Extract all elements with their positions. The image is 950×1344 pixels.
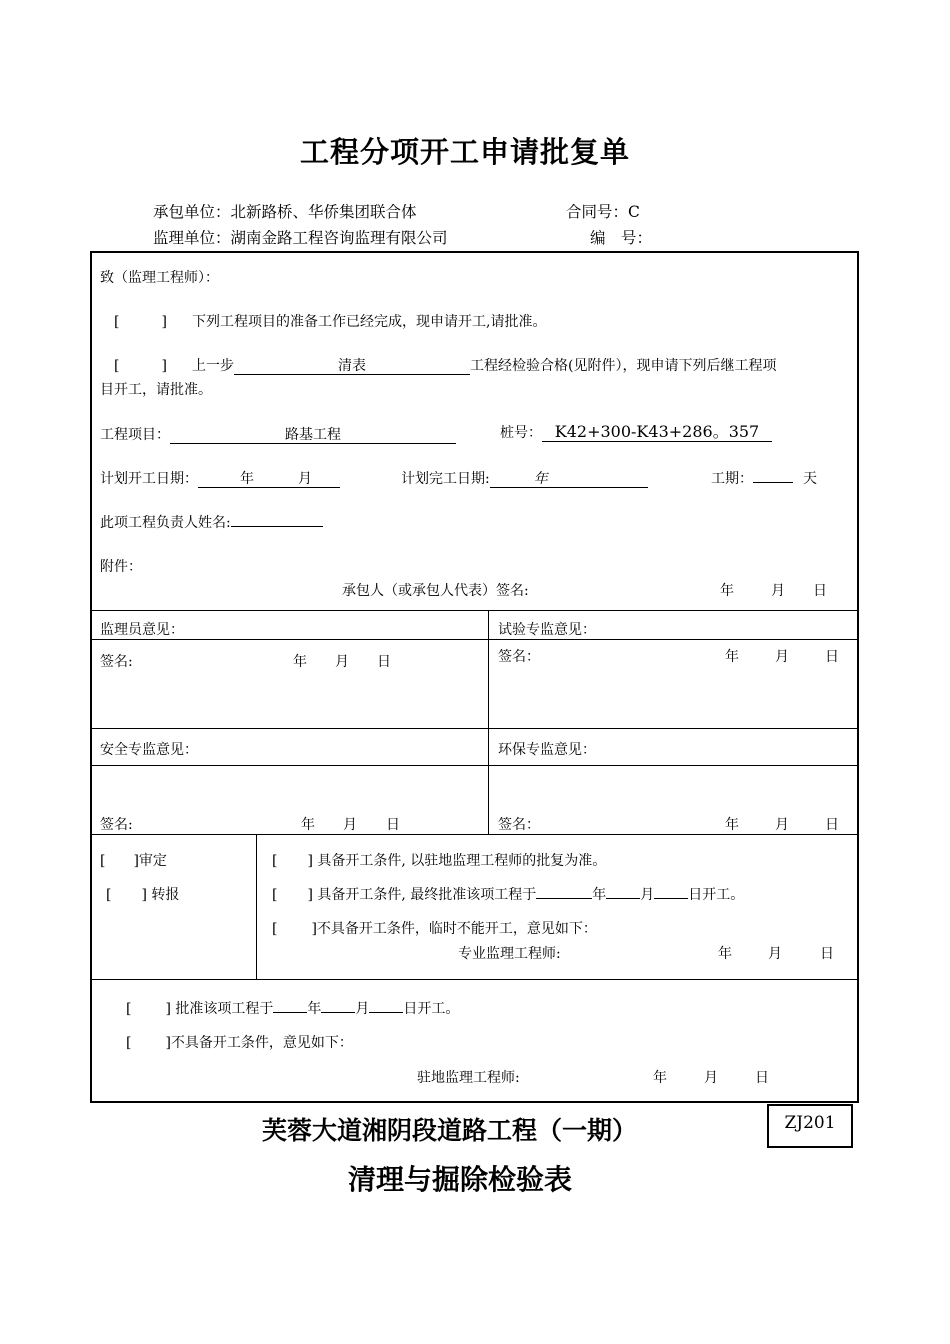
option2-prefix: 上一步 bbox=[192, 358, 234, 374]
contract-no-row bbox=[566, 200, 640, 222]
option2-suffix: 工程经检验合格(见附件），现申请下列后继工程项 bbox=[470, 358, 777, 374]
resident-not-ready-checkbox[interactable] bbox=[126, 1032, 353, 1052]
duration-unit: 天 bbox=[803, 471, 817, 487]
option1-checkbox[interactable]: [ ] bbox=[114, 314, 167, 330]
forward-label: ] 转报 bbox=[141, 887, 180, 903]
station-label: 桩号： bbox=[500, 425, 542, 441]
resident-engineer-label: 驻地监理工程师: bbox=[417, 1070, 520, 1086]
month-label: 月 bbox=[771, 583, 785, 599]
divider bbox=[90, 728, 857, 729]
condition2-prefix: ] 具备开工条件, 最终批准该项工程于 bbox=[307, 887, 537, 903]
contractor-label: 承包单位： bbox=[153, 203, 231, 221]
option2-line bbox=[192, 355, 776, 375]
year-label: 年 bbox=[293, 654, 307, 670]
resident-day-field[interactable] bbox=[369, 1012, 403, 1013]
condition2-day-field[interactable] bbox=[654, 898, 688, 899]
plan-start-label: 计划开工日期： bbox=[100, 471, 198, 487]
serial-label: 编 号： bbox=[590, 229, 653, 247]
year-label: 年 bbox=[592, 887, 607, 903]
attachment-label: 附件： bbox=[100, 559, 142, 575]
bracket-open: [ bbox=[272, 853, 278, 869]
duration-label: 工期： bbox=[711, 471, 753, 487]
day-label: 日 bbox=[813, 583, 827, 599]
plan-start-row bbox=[100, 468, 340, 488]
year-label: 年 bbox=[307, 1001, 322, 1017]
env-opinion-label: 环保专监意见： bbox=[498, 742, 596, 758]
responsible-label: 此项工程负责人姓名: bbox=[100, 515, 231, 531]
approve-checkbox[interactable] bbox=[100, 850, 167, 870]
month-label: 月 bbox=[355, 1001, 370, 1017]
contractor-row bbox=[153, 200, 417, 222]
month-label: 月 bbox=[775, 649, 789, 665]
option2-continuation: 目开工，请批准。 bbox=[100, 382, 212, 398]
year-label: 年 bbox=[725, 817, 739, 833]
plan-end-row bbox=[401, 468, 648, 488]
supervisor-sign-label: 签名: bbox=[100, 654, 133, 670]
resident-approve-checkbox[interactable] bbox=[126, 998, 459, 1018]
resident-not-ready-text: ]不具备开工条件，意见如下： bbox=[165, 1035, 353, 1051]
month-label: 月 bbox=[640, 887, 655, 903]
year-label: 年 bbox=[301, 817, 315, 833]
condition2-checkbox[interactable] bbox=[272, 884, 744, 904]
env-sign-label: 签名： bbox=[498, 817, 540, 833]
day-label: 日 bbox=[825, 649, 839, 665]
month-label: 月 bbox=[768, 946, 782, 962]
year-label: 年 bbox=[720, 583, 734, 599]
day-label: 日 bbox=[820, 946, 834, 962]
bracket-open: [ bbox=[100, 853, 106, 869]
bracket-open: [ bbox=[126, 1035, 132, 1051]
resident-approve-prefix: ] 批准该项工程于 bbox=[165, 1001, 274, 1017]
month-label: 月 bbox=[335, 654, 349, 670]
plan-end-label: 计划完工日期: bbox=[401, 471, 490, 487]
resident-month-field[interactable] bbox=[321, 1012, 355, 1013]
divider bbox=[90, 639, 857, 640]
year-label: 年 bbox=[718, 946, 732, 962]
station-field[interactable]: K42+300-K43+286。357 bbox=[542, 423, 772, 442]
project-label: 工程项目： bbox=[100, 427, 170, 443]
test-opinion-label: 试验专监意见： bbox=[498, 622, 596, 638]
bracket-open: [ bbox=[272, 887, 278, 903]
condition1-text: ] 具备开工条件, 以驻地监理工程师的批复为准。 bbox=[307, 853, 607, 869]
supervisor-opinion-label: 监理员意见： bbox=[100, 622, 184, 638]
month-label: 月 bbox=[704, 1070, 718, 1086]
bracket-open: [ bbox=[106, 887, 112, 903]
form-code: ZJ201 bbox=[767, 1104, 853, 1148]
contractor-value: 北新路桥、华侨集团联合体 bbox=[230, 203, 417, 221]
condition2-year-field[interactable] bbox=[536, 898, 592, 899]
condition3-checkbox[interactable] bbox=[272, 918, 597, 938]
bracket-open: [ bbox=[126, 1001, 132, 1017]
responsible-field[interactable] bbox=[231, 526, 323, 527]
divider bbox=[90, 765, 857, 766]
project-field[interactable]: 路基工程 bbox=[170, 427, 456, 444]
divider bbox=[90, 610, 857, 611]
safety-sign-label: 签名: bbox=[100, 817, 133, 833]
specialist-label: 专业监理工程师: bbox=[458, 946, 561, 962]
contractor-signature-label: 承包人（或承包人代表）签名: bbox=[342, 583, 529, 599]
project-row bbox=[100, 424, 456, 444]
condition2-suffix: 日开工。 bbox=[688, 887, 745, 903]
addressee: 致（监理工程师）： bbox=[100, 270, 219, 286]
divider bbox=[90, 979, 857, 980]
forward-checkbox[interactable] bbox=[106, 884, 179, 904]
supervisor-label: 监理单位： bbox=[153, 229, 231, 247]
plan-start-month: 月 bbox=[298, 471, 312, 487]
test-sign-label: 签名： bbox=[498, 649, 540, 665]
divider-vertical bbox=[256, 834, 257, 980]
approve-label: ]审定 bbox=[133, 853, 167, 869]
supervisor-row bbox=[153, 226, 448, 248]
safety-opinion-label: 安全专监意见： bbox=[100, 742, 198, 758]
plan-start-year: 年 bbox=[240, 471, 254, 487]
contract-no-value: C bbox=[628, 203, 640, 221]
duration-row bbox=[711, 468, 817, 488]
page-title: 工程分项开工申请批复单 bbox=[300, 135, 631, 169]
day-label: 日 bbox=[377, 654, 391, 670]
day-label: 日 bbox=[825, 817, 839, 833]
year-label: 年 bbox=[653, 1070, 667, 1086]
footer-project-title: 芙蓉大道湘阴段道路工程（一期） bbox=[262, 1116, 638, 1145]
resident-year-field[interactable] bbox=[273, 1012, 307, 1013]
condition1-checkbox[interactable] bbox=[272, 850, 606, 870]
year-label: 年 bbox=[725, 649, 739, 665]
day-label: 日 bbox=[755, 1070, 769, 1086]
divider-vertical bbox=[488, 610, 489, 835]
plan-end-year: 年 bbox=[533, 471, 548, 487]
responsible-row bbox=[100, 512, 323, 532]
contract-no-label: 合同号： bbox=[566, 203, 629, 221]
month-label: 月 bbox=[775, 817, 789, 833]
station-row bbox=[500, 422, 772, 442]
plan-end-field[interactable] bbox=[490, 471, 648, 488]
divider bbox=[90, 834, 857, 835]
footer-form-title: 清理与掘除检验表 bbox=[348, 1163, 573, 1196]
day-label: 日 bbox=[386, 817, 400, 833]
previous-step-field[interactable]: 清表 bbox=[234, 358, 470, 375]
option1-text: 下列工程项目的准备工作已经完成，现申请开工,请批准。 bbox=[192, 314, 547, 330]
condition3-text: ]不具备开工条件，临时不能开工，意见如下： bbox=[311, 921, 597, 937]
bracket-open: [ bbox=[272, 921, 278, 937]
condition2-month-field[interactable] bbox=[606, 898, 640, 899]
duration-field[interactable] bbox=[753, 482, 793, 483]
plan-start-field[interactable] bbox=[198, 471, 340, 488]
option2-checkbox[interactable]: [ ] bbox=[114, 358, 167, 374]
resident-approve-suffix: 日开工。 bbox=[403, 1001, 460, 1017]
month-label: 月 bbox=[343, 817, 357, 833]
supervisor-value: 湖南金路工程咨询监理有限公司 bbox=[230, 229, 448, 247]
